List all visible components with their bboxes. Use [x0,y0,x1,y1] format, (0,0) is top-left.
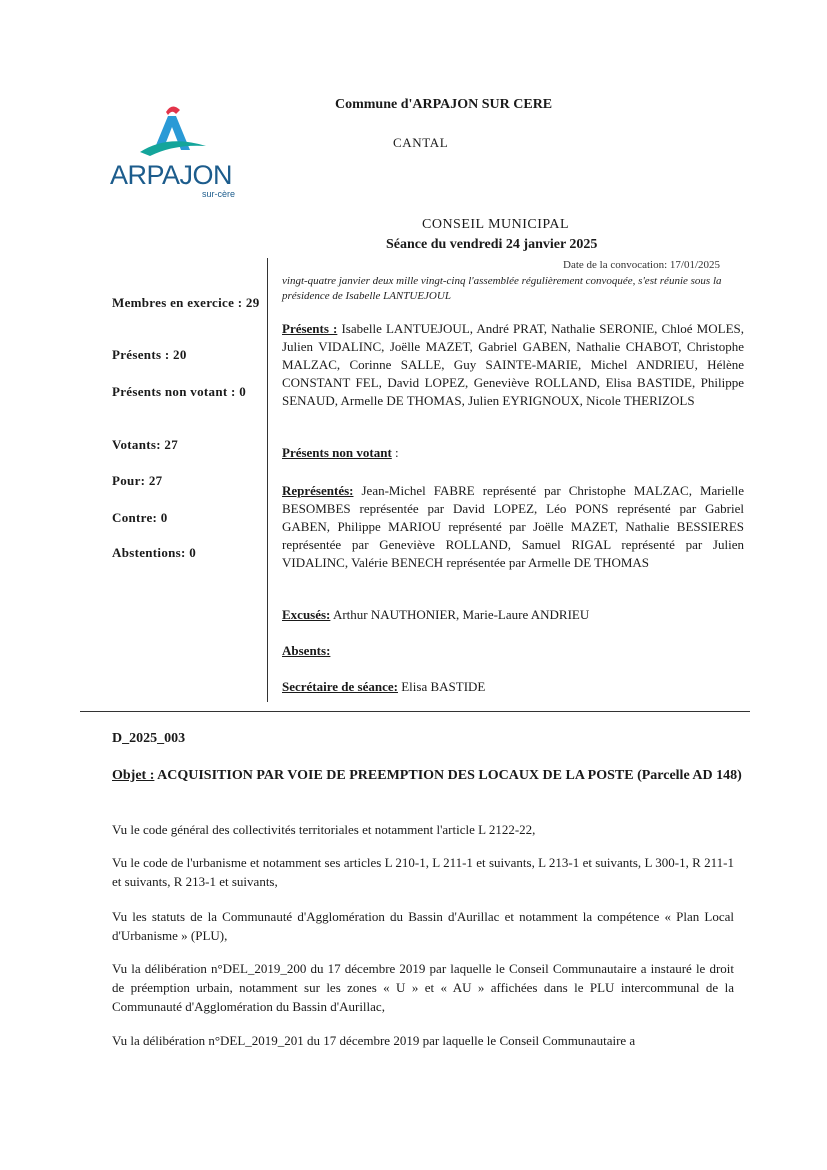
stat-presents: Présents : 20 [112,347,187,362]
column-divider [267,258,268,702]
absents-block [282,642,744,660]
secretaire-name: Elisa BASTIDE [401,679,486,694]
absents-label: Absents: [282,643,331,658]
stat-presents-non-votant: Présents non votant : 0 [112,384,247,399]
excuses-block [282,606,744,624]
stat-contre: Contre: 0 [112,510,168,525]
presents-non-votant-label: Présents non votant [282,445,392,460]
objet-text: ACQUISITION PAR VOIE DE PREEMPTION DES LOCAUX DE LA POSTE (Parcelle AD 148) [157,768,742,783]
paragraph: Vu la délibération n°DEL_2019_201 du 17 décembre 2019 par laquelle le Conseil Communautaire a [112,1033,636,1048]
presents-block [282,320,744,410]
department: CANTAL [393,135,449,150]
arpajon-logo-mark-icon [110,100,235,162]
representes-names: Jean-Michel FABRE représenté par Christophe MALZAC, Marielle BESOMBES représentée par David LOPEZ, Léo PONS représenté par Gabriel GABEN, Philippe MARIOU représenté par Joëlle MAZET, Nathalie BESSIERES représentée par Geneviève ROLLAND, Samuel RIGAL représenté par Julien VIDALINC, Valérie BENECH représentée par Armelle DE THOMAS [282,483,745,570]
commune-title: Commune d'ARPAJON SUR CERE [335,97,553,112]
deliberation-objet [112,766,752,785]
section-divider [80,711,750,712]
convocation-date: Date de la convocation: 17/01/2025 [563,259,721,271]
council-title: CONSEIL MUNICIPAL [422,217,570,232]
arpajon-logo [110,100,236,199]
representes-block [282,482,744,572]
session-date: Séance du vendredi 24 janvier 2025 [386,237,598,252]
presents-non-votant-names: : [395,445,399,460]
stat-abstentions: Abstentions: 0 [112,545,197,560]
intro-text: vingt-quatre janvier deux mille vingt-cinq l'assemblée régulièrement convoquée, s'est réunie sous la présidence de Isabelle LANTUEJOUL [282,275,722,302]
excuses-label: Excusés: [282,607,331,622]
presents-label: Présents : [282,321,338,336]
stat-membres: Membres en exercice : 29 [112,295,260,310]
presents-names: Isabelle LANTUEJOUL, André PRAT, Nathalie SERONIE, Chloé MOLES, Julien VIDALINC, Joëlle MAZET, Gabriel GABEN, Nathalie CHABOT, Christophe MALZAC, Corinne SALLE, Guy SAINTE-MARIE, Michel ANDRIEU, Hélène CONSTANT FEL, David LOPEZ, Geneviève ROLLAND, Elisa BASTIDE, Philippe SENAUD, Armelle DE THOMAS, Julien EYRIGNOUX, Nicole THERIZOLS [282,321,744,408]
presents-non-votant-block [282,444,744,462]
paragraph: Vu la délibération n°DEL_2019_200 du 17 décembre 2019 par laquelle le Conseil Communautaire a instauré le droit de préemption urbain, notamment sur les zones « U » et « AU » affichées dans le PLU intercommunal de la Communauté d'Agglomération du Bassin d'Aurillac, [112,961,734,1014]
secretaire-label: Secrétaire de séance: [282,679,398,694]
paragraph: Vu le code général des collectivités territoriales et notamment l'article L 2122-22, [112,822,536,837]
deliberation-number: D_2025_003 [112,731,186,746]
objet-label: Objet : [112,768,155,783]
secretaire-block [282,678,744,696]
logo-text: ARPAJON [110,160,233,190]
stat-votants: Votants: 27 [112,437,179,452]
representes-label: Représentés: [282,483,354,498]
excuses-names: Arthur NAUTHONIER, Marie-Laure ANDRIEU [332,607,590,622]
logo-subtext: sur-cère [202,189,236,199]
stat-pour: Pour: 27 [112,473,163,488]
paragraph: Vu les statuts de la Communauté d'Agglomération du Bassin d'Aurillac et notamment la compétence « Plan Local d'Urbanisme » (PLU), [112,909,734,943]
paragraph: Vu le code de l'urbanisme et notamment ses articles L 210-1, L 211-1 et suivants, L 213-1 et suivants, L 300-1, R 211-1 et suivants, R 213-1 et suivants, [112,855,734,889]
